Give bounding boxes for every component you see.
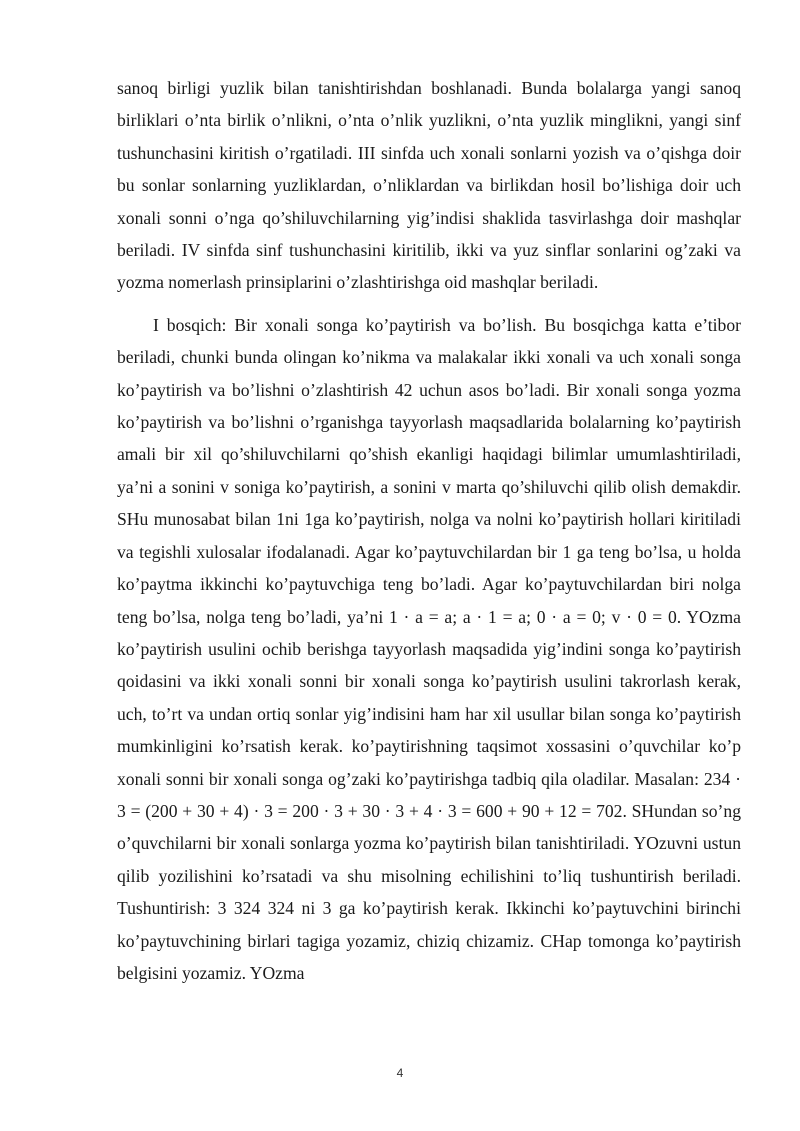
paragraph-2: I bosqich: Bir xonali songa ko’paytirish va bo’lish. Bu bosqichga katta e’tibor beriladi, chunki bunda olingan ko’nikma va malakalar ikki xonali va uch xonali songa ko’paytirish va bo’lishni o’zlashtirish 42 uchun asos bo’ladi. Bir xonali songa yozma ko’paytirish va bo’lishni o’rganishga tayyorlash maqsadlarida bolalarning ko’paytirish amali bir xil qo’shiluvchilarni qo’shish ekanligi haqidagi bilimlar umumlashtiriladi, ya’ni a sonini v soniga ko’paytirish, a sonini v marta qo’shiluvchi qilib olish demakdir. SHu munosabat bilan 1ni 1ga ko’paytirish, nolga va nolni ko’paytirish hollari kiritiladi va tegishli xulosalar ifodalanadi. Agar ko’paytuvchilardan bir 1 ga teng bo’lsa, u holda ko’paytma ikkinchi ko’paytuvchiga teng bo’ladi. Agar ko’paytuvchilardan biri nolga teng bo’lsa, nolga teng bo’ladi, ya’ni 1 · a = a; a · 1 = a; 0 · a = 0; v · 0 = 0. YOzma ko’paytirish usulini ochib berishga tayyorlash maqsadida yig’indini songa ko’paytirish qoidasini va ikki xonali sonni bir xonali songa ko’paytirish usulini takrorlash kerak, uch, to’rt va undan ortiq sonlar yig’indisini ham har xil usullar bilan songa ko’paytirish mumkinligini ko’rsatish kerak. ko’paytirishning taqsimot xossasini o’quvchilar ko’p xonali sonni bir xonali songa og’zaki ko’paytirishga tadbiq qila oladilar. Masalan: 234 · 3 = (200 + 30 + 4) · 3 = 200 · 3 + 30 · 3 + 4 · 3 = 600 + 90 + 12 = 702. SHundan so’ng o’quvchilarni bir xonali sonlarga yozma ko’paytirish bilan tanishtiriladi. YOzuvni ustun qilib yozilishini ko’rsatadi va shu misolning echilishini to’liq tushuntirish beriladi. Tushuntirish: 3 324 324 ni 3 ga ko’paytirish kerak. Ikkinchi ko’paytuvchini birinchi ko’paytuvchining birlari tagiga yozamiz, chiziq chizamiz. CHap tomonga ko’paytirish belgisini yozamiz. YOzma (117, 314, 741, 983)
page-number: 4 (396, 1066, 404, 1080)
paragraph-1: sanoq birligi yuzlik bilan tanishtirishdan boshlanadi. Bunda bolalarga yangi sanoq birliklari o’nta birlik o’nlikni, o’nta o’nlik yuzlikni, o’nta yuzlik minglikni, yangi sinf tushunchasini kiritish o’rgatiladi. III sinfda uch xonali sonlarni yozish va o’qishga doir bu sonlar sonlarning yuzliklardan, o’nliklardan va birlikdan hosil bo’lishiga doir uch xonali sonni o’nga qo’shiluvchilarning yig’indisi shaklida tasvirlashga doir mashqlar beriladi. IV sinfda sinf tushunchasini kiritilib, ikki va yuz sinflar sonlarini og’zaki va yozma nomerlash prinsiplarini o’zlashtirishga oid mashqlar beriladi. (117, 78, 741, 293)
body-text (117, 72, 741, 989)
